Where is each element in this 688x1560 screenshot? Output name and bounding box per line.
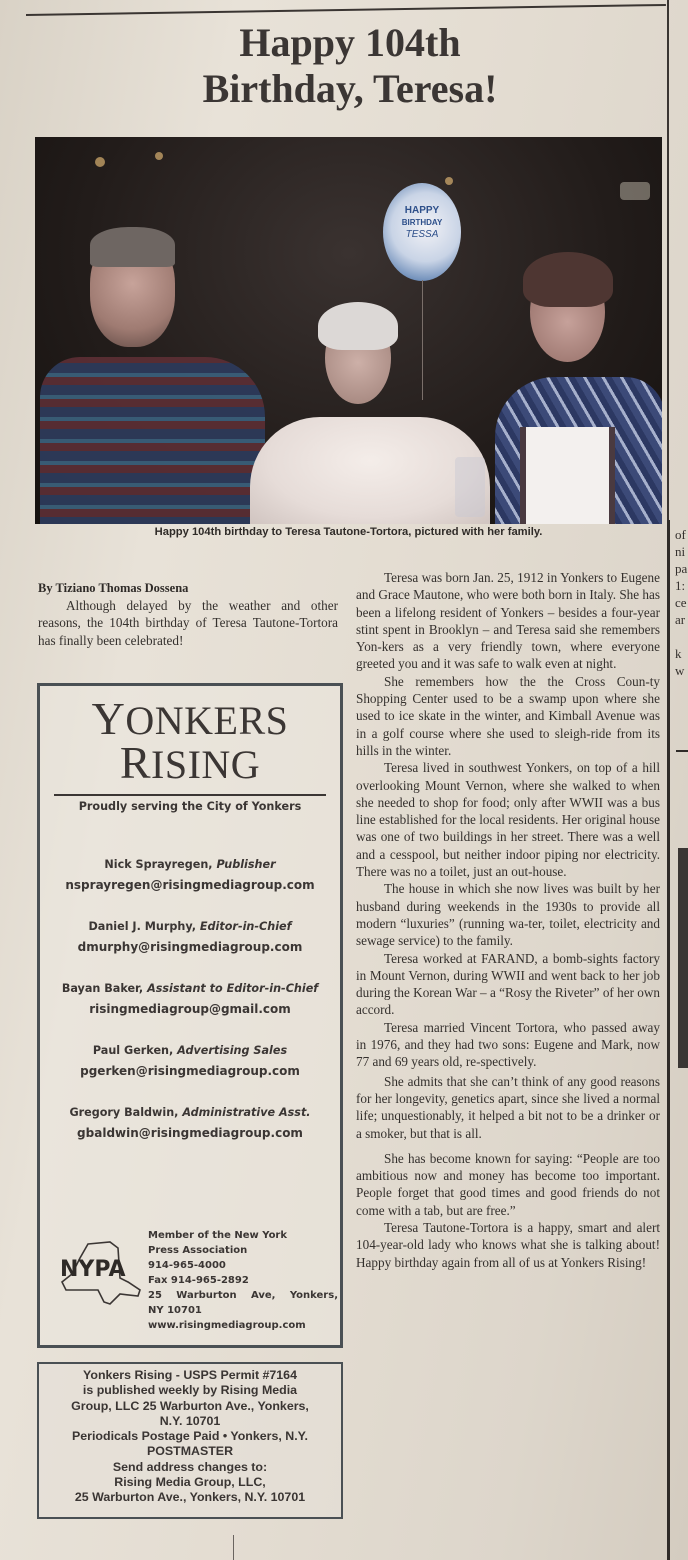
man-figure bbox=[40, 357, 265, 524]
headline-line-1: Happy 104th bbox=[239, 20, 461, 65]
logo-text: ONKERS bbox=[125, 698, 289, 743]
nypa-fax: Fax 914-965-2892 bbox=[148, 1275, 249, 1286]
staff-name: Gregory Baldwin, bbox=[69, 1106, 183, 1119]
balloon-string bbox=[422, 280, 423, 400]
article-paragraph: Teresa married Vincent Tortora, who passed away in 1976, and they had two sons: Eugene and Mark, now 77 and 69 years old, re-spectively. bbox=[356, 1019, 660, 1070]
postal-line: Group, LLC 25 Warburton Ave., Yonkers, bbox=[71, 1398, 309, 1413]
staff-list bbox=[40, 855, 340, 1143]
woman-hair bbox=[523, 252, 613, 307]
fragment-line: ce bbox=[675, 595, 687, 610]
article-paragraph: Teresa Tautone-Tortora is a happy, smart and alert 104-year-old lady who knows what she is talking about! Happy birthday again from all of us at Yonkers Rising! bbox=[356, 1219, 660, 1270]
balloon-text: TESSA bbox=[405, 229, 439, 240]
masthead-box bbox=[37, 683, 343, 1348]
staff-name: Daniel J. Murphy, bbox=[88, 920, 200, 933]
masthead-rule bbox=[54, 794, 326, 796]
birthday-balloon bbox=[383, 183, 461, 281]
nypa-address: 25 Warburton Ave, Yonkers, bbox=[148, 1290, 338, 1301]
staff-name: Nick Sprayregen, bbox=[104, 858, 217, 871]
staff-role: Publisher bbox=[216, 858, 276, 871]
postal-line: Periodicals Postage Paid • Yonkers, N.Y. bbox=[72, 1429, 308, 1444]
fragment-line: ni bbox=[675, 544, 686, 559]
staff-name: Bayan Baker, bbox=[61, 982, 148, 995]
nypa-logo-icon bbox=[58, 1238, 144, 1312]
staff-name: Paul Gerken, bbox=[92, 1044, 178, 1057]
nypa-website[interactable]: www.risingmediagroup.com bbox=[148, 1320, 306, 1331]
ceiling-light bbox=[155, 152, 163, 160]
staff-role: Assistant to Editor-in-Chief bbox=[147, 982, 319, 995]
article-paragraph: She admits that she can’t think of any good reasons for her longevity, genetics apart, since she lived a normal life; unquestionably, it helped a bit not to be a drinker or a smoker, but that is all. bbox=[356, 1073, 660, 1141]
article-paragraph: Although delayed by the weather and other reasons, the 104th birthday of Teresa Tautone-Tortora has finally been celebrated! bbox=[38, 598, 338, 648]
masthead-logo bbox=[40, 693, 340, 788]
ceiling-light bbox=[445, 177, 453, 185]
adjacent-rule bbox=[676, 750, 688, 752]
article-paragraph: The house in which she now lives was built by her husband during weekends in the 1930s to provide all modern “luxuries” (running wa-ter, toilet, electricity and sewage service) to the family. bbox=[356, 881, 660, 949]
top-rule bbox=[26, 4, 666, 16]
window-light bbox=[620, 182, 650, 200]
teresa-hair bbox=[318, 302, 398, 350]
article-paragraph: She remembers how the the Cross Coun-ty Shopping Center used to be a swamp upon where she used to ice skate in the winter, and Kimball Avenue was in a golf course where she used to sleigh-ride from its hills in the winter. bbox=[356, 673, 660, 758]
article-paragraph: She has become known for saying: “People are too ambitious now and money has become too important. People forget that good times and good friends do not come with a tab, but are free.” bbox=[356, 1150, 660, 1218]
article-paragraph: Teresa was born Jan. 25, 1912 in Yonkers to Eugene and Grace Mautone, who were both born in Italy. She has been a lifelong resident of Yonkers – besides a four-year stint spent in Brooklyn – and Teresa said she remembers Yon-kers as a very friendly town, where everyone greeted you and it was safe to walk even at night. bbox=[356, 570, 660, 672]
staff-email[interactable]: pgerken@risingmediagroup.com bbox=[80, 1064, 300, 1078]
staff-role: Administrative Asst. bbox=[182, 1106, 311, 1119]
byline: By Tiziano Thomas Dossena bbox=[38, 581, 189, 595]
nypa-address: NY 10701 bbox=[148, 1305, 202, 1316]
postal-line: 25 Warburton Ave., Yonkers, N.Y. 10701 bbox=[74, 1490, 306, 1505]
article-headline bbox=[60, 20, 640, 112]
staff-role: Advertising Sales bbox=[177, 1044, 288, 1057]
nypa-logo-text: NYPA bbox=[60, 1257, 126, 1282]
staff-entry bbox=[40, 917, 340, 957]
balloon-text: HAPPY bbox=[404, 205, 440, 216]
article-column-1 bbox=[38, 597, 338, 649]
nypa-contact bbox=[148, 1228, 338, 1333]
ceiling-light bbox=[95, 157, 105, 167]
postal-line: Yonkers Rising - USPS Permit #7164 bbox=[83, 1368, 297, 1382]
staff-entry bbox=[40, 1103, 340, 1143]
postal-line: Rising Media Group, LLC, bbox=[114, 1475, 266, 1490]
fragment-line: pa bbox=[675, 561, 688, 576]
logo-text: ISING bbox=[151, 742, 261, 787]
nypa-phone: 914-965-4000 bbox=[148, 1260, 226, 1271]
adjacent-photo-edge bbox=[678, 848, 688, 1068]
fragment-line: ar bbox=[675, 612, 686, 627]
paper-fold-mark bbox=[233, 1535, 234, 1560]
photo-caption: Happy 104th birthday to Teresa Tautone-Tortora, pictured with her family. bbox=[154, 526, 543, 538]
masthead-tagline: Proudly serving the City of Yonkers bbox=[78, 800, 302, 813]
staff-email[interactable]: nsprayregen@risingmediagroup.com bbox=[65, 878, 315, 892]
staff-entry bbox=[40, 979, 340, 1019]
article-photo bbox=[35, 137, 662, 524]
staff-email[interactable]: dmurphy@risingmediagroup.com bbox=[77, 940, 303, 954]
staff-email[interactable]: gbaldwin@risingmediagroup.com bbox=[77, 1126, 303, 1140]
logo-letter: Y bbox=[91, 693, 126, 744]
fragment-line: k bbox=[675, 646, 682, 661]
staff-entry bbox=[40, 855, 340, 895]
water-pitcher bbox=[455, 457, 485, 517]
adjacent-column-fragment bbox=[675, 526, 688, 679]
fragment-line: 1: bbox=[675, 578, 686, 593]
nypa-line: Press Association bbox=[148, 1245, 248, 1256]
postal-line: POSTMASTER bbox=[146, 1444, 234, 1459]
article-paragraph: Teresa worked at FARAND, a bomb-sights factory in Mount Vernon, during WWII and went back to her job during the Korean War – a “Rosy the Riveter” of her own accord. bbox=[356, 950, 660, 1018]
staff-entry bbox=[40, 1041, 340, 1081]
fragment-line bbox=[675, 628, 688, 645]
headline-line-2: Birthday, Teresa! bbox=[202, 66, 498, 111]
postal-line: is published weekly by Rising Media bbox=[82, 1383, 298, 1398]
balloon-text: BIRTHDAY bbox=[401, 218, 443, 227]
nypa-line: Member of the New York bbox=[148, 1230, 288, 1241]
article-paragraph: Teresa lived in southwest Yonkers, on top of a hill overlooking Mount Vernon, where she walked to when she needed to shop for food; only after WWII was a bus line established for the local residents. Her original house was one of two buildings in her street. There was a well and a cesspool, but neither indoor piping nor electricity. There was no a toilet, just an out-house. bbox=[356, 760, 660, 880]
fragment-line: of bbox=[675, 527, 686, 542]
nypa-membership bbox=[56, 1226, 338, 1336]
staff-role: Editor-in-Chief bbox=[199, 920, 292, 933]
column-divider bbox=[667, 520, 670, 1560]
column-divider bbox=[667, 0, 669, 520]
postal-line: Send address changes to: bbox=[112, 1459, 268, 1474]
man-hair bbox=[90, 227, 175, 267]
postal-statement bbox=[37, 1362, 343, 1519]
staff-email[interactable]: risingmediagroup@gmail.com bbox=[89, 1002, 291, 1016]
teresa-figure bbox=[250, 417, 490, 524]
table-menu bbox=[520, 427, 615, 524]
article-column-2 bbox=[356, 569, 660, 1271]
logo-letter: R bbox=[119, 737, 151, 788]
fragment-line: w bbox=[675, 663, 685, 678]
postal-line: N.Y. 10701 bbox=[159, 1413, 221, 1428]
